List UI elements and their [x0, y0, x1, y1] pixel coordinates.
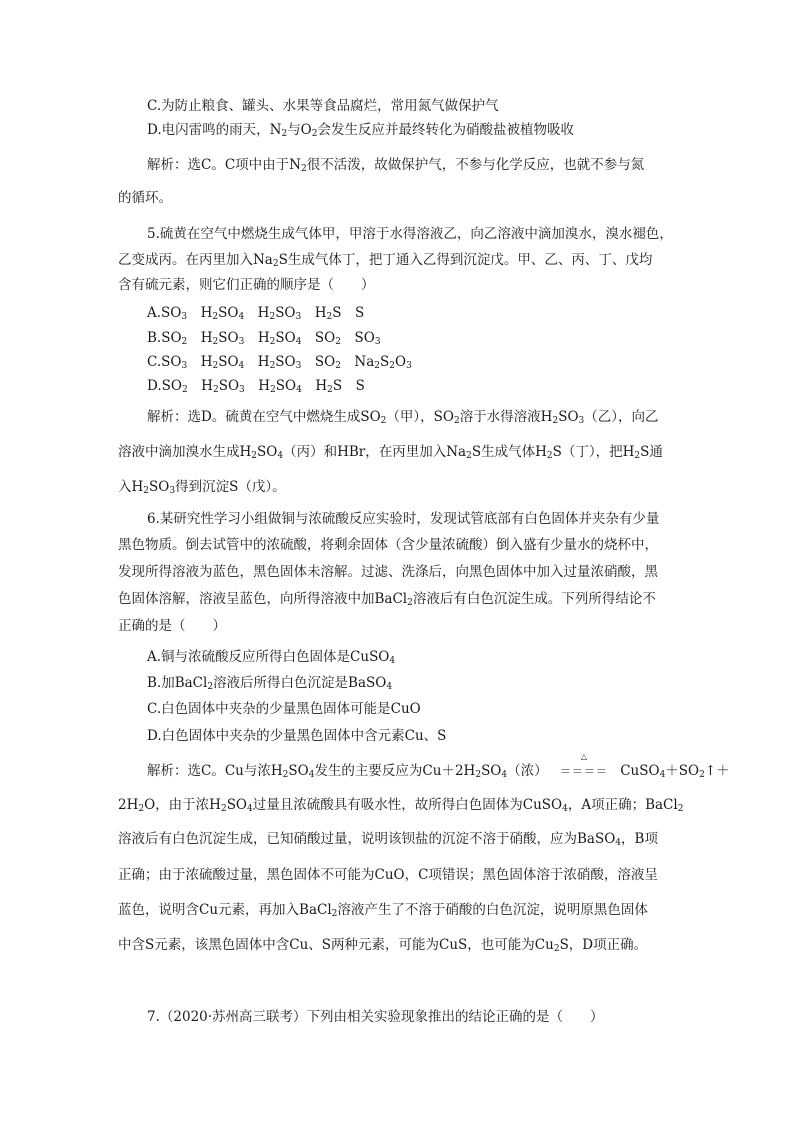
q5-analysis-line-2: 溶液中滴加溴水生成$H_2SO_4$（丙）和HBr，在丙里加入$Na_2S$生成气体$H_2S$（丁），把$H_2S$通 — [118, 444, 663, 461]
q6-option-c: C.白色固体中夹杂的少量黑色固体可能是CuO — [147, 701, 421, 717]
q7-stem: 7.（2020·苏州高三联考）下列由相关实验现象推出的结论正确的是（ ） — [147, 1009, 604, 1025]
heat-condition: △ — [580, 752, 587, 761]
q6-option-a: A.铜与浓硫酸反应所得白色固体是CuSO$_4$ — [147, 649, 396, 666]
q4-option-c: C.为防止粮食、罐头、水果等食品腐烂，常用氮气做保护气 — [147, 98, 499, 114]
q5-option-d: $D.SO_2$ $H_2SO_3$ $H_2SO_4$ $H_2S$ S — [147, 378, 365, 395]
q6-stem-line-5: 正确的是（ ） — [118, 618, 226, 634]
reaction-arrow: △ ＝＝＝＝ — [556, 762, 612, 781]
q6-option-b: B.加BaCl$_2$溶液后所得白色沉淀是BaSO$_4$ — [147, 675, 393, 692]
q5-analysis-line-1: 解析：选D。硫黄在空气中燃烧生成$SO_2$（甲），$SO_2$溶于水得溶液$H_2SO_3$（乙），向乙 — [147, 409, 659, 426]
q6-analysis-line-5: 蓝色，说明含Cu元素，再加入BaCl$_2$溶液产生了不溶于硝酸的白色沉淀，说明原黑色固体 — [118, 902, 648, 919]
q7-source: 2020·苏州高三联考 — [173, 1009, 294, 1025]
q6-analysis-line-6: 中含S元素，该黑色固体中含Cu、S两种元素，可能为CuS，也可能为$Cu_2S$，D项正确。 — [118, 937, 648, 954]
q5-option-b: $B.SO_2$ $H_2SO_3$ $H_2SO_4$ $SO_2$ $SO_3$ — [147, 330, 381, 347]
q6-analysis-line-1: 解析：选C。Cu与浓$H_2SO_4$发生的主要反应为$Cu+2H_2SO_4$（浓） △ ＝＝＝＝ $CuSO_4+SO_2↑+$ — [147, 752, 730, 780]
q6-stem-line-2: 黑色物质。倒去试管中的浓硫酸，将剩余固体（含少量浓硫酸）倒入盛有少量水的烧杯中， — [118, 537, 658, 553]
q5-stem-line-1: 5.硫黄在空气中燃烧生成气体甲，甲溶于水得溶液乙，向乙溶液中滴加溴水，溴水褪色， — [147, 226, 673, 242]
q4-analysis-line-1: 解析：选C。C项中由于$N_2$很不活泼，故做保护气，不参与化学反应，也就不参与氮 — [147, 157, 645, 174]
q6-option-d: D.白色固体中夹杂的少量黑色固体中含元素Cu、S — [147, 728, 447, 744]
q5-analysis-line-3: 入$H_2SO_3$得到沉淀S（戊）。 — [118, 479, 286, 496]
q5-option-c: $C.SO_3$ $H_2SO_4$ $H_2SO_3$ $SO_2$ $Na_2S_2O_3$ — [147, 354, 412, 371]
q5-option-a: $A.SO_3$ $H_2SO_4$ $H_2SO_3$ $H_2S$ S — [147, 305, 365, 322]
q4-analysis-line-2: 的循环。 — [118, 190, 172, 206]
q5-stem-line-2: 乙变成丙。在丙里加入$Na_2S$生成气体丁，把丁通入乙得到沉淀戊。甲、乙、丙、丁、戊均 — [118, 252, 653, 269]
q5-stem-line-3: 含有硫元素，则它们正确的顺序是（ ） — [118, 277, 375, 293]
q4-option-d: D.电闪雷鸣的雨天，$N_2$与$O_2$会发生反应并最终转化为硝酸盐被植物吸收 — [147, 122, 574, 139]
q6-analysis-line-2: $2H_2O$，由于浓$H_2SO_4$过量且浓硫酸具有吸水性，故所得白色固体为CuSO$_4$，A项正确；BaCl$_2$ — [118, 797, 684, 814]
q6-analysis-line-3: 溶液后有白色沉淀生成，已知硝酸过量，说明该钡盐的沉淀不溶于硝酸，应为BaSO$_4$，B项 — [118, 831, 658, 848]
q6-stem-line-4: 色固体溶解，溶液呈蓝色，向所得溶液中加BaCl$_2$溶液后有白色沉淀生成。下列所得结论不 — [118, 591, 656, 608]
q6-analysis-line-4: 正确；由于浓硫酸过量，黑色固体不可能为CuO，C项错误；黑色固体溶于浓硝酸，溶液呈 — [118, 867, 658, 883]
q6-stem-line-1: 6.某研究性学习小组做铜与浓硫酸反应实验时，发现试管底部有白色固体并夹杂有少量 — [147, 511, 660, 527]
q6-stem-line-3: 发现所得溶液为蓝色，黑色固体未溶解。过滤、洗涤后，向黑色固体中加入过量浓硝酸，黑 — [118, 564, 658, 580]
